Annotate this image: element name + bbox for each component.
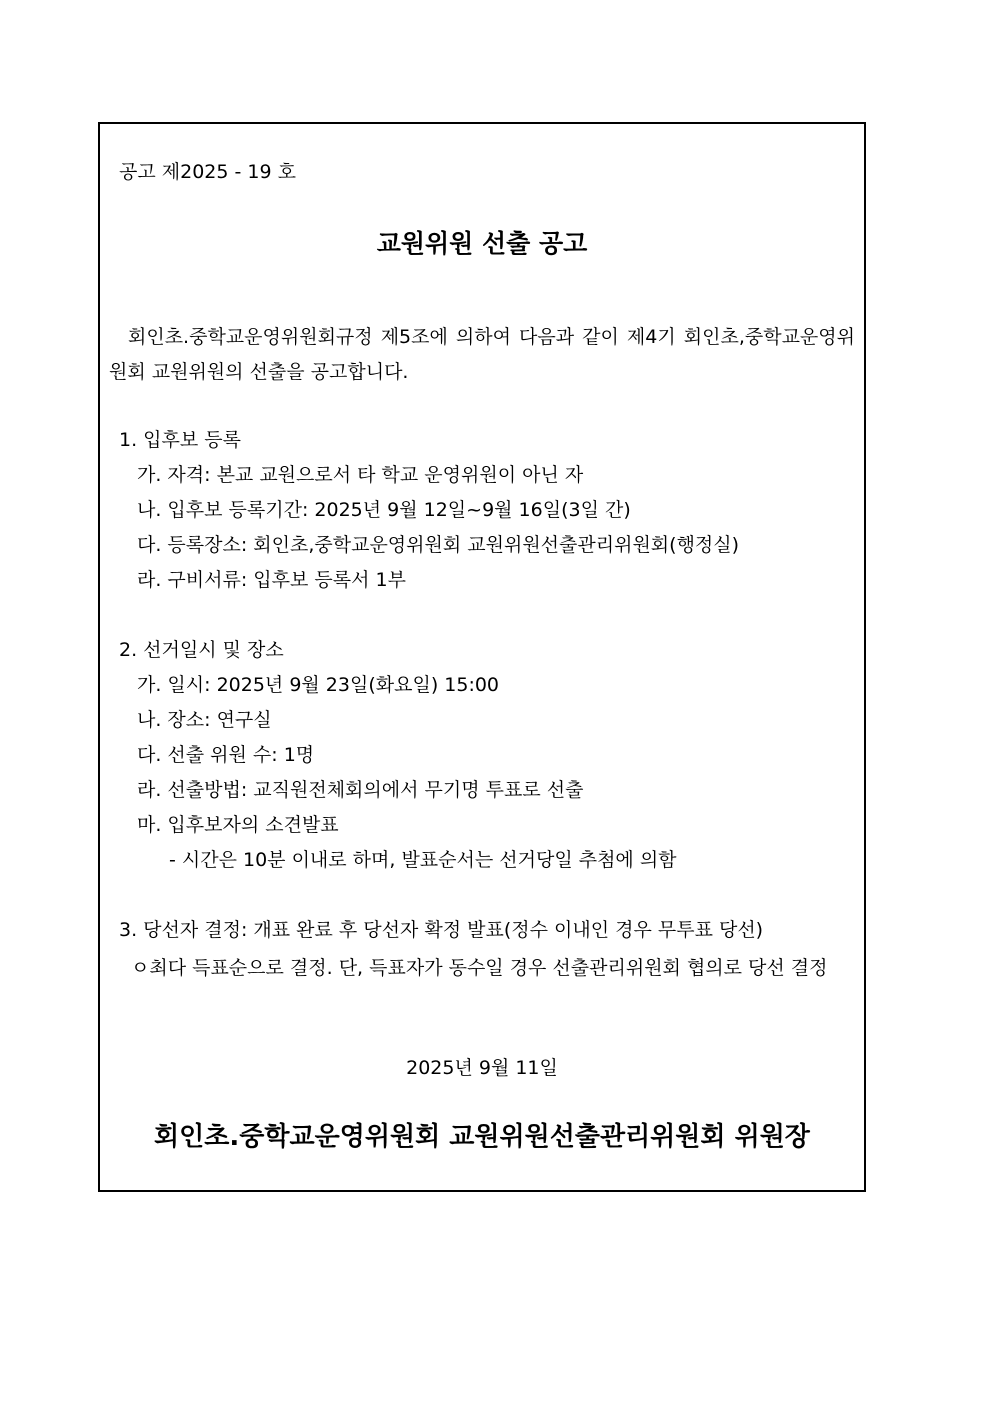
section-heading-election: 2. 선거일시 및 장소 [119, 639, 284, 661]
decision-note: ㅇ최다 득표순으로 결정. 단, 득표자가 동수일 경우 선출관리위원회 협의로 당선 결정 [131, 957, 828, 979]
issuer-signature: 회인초.중학교운영위원회 교원위원선출관리위원회 위원장 [154, 1122, 810, 1152]
list-item: 라. 구비서류: 입후보 등록서 1부 [137, 569, 406, 591]
notice-number: 공고 제2025 - 19 호 [119, 161, 296, 183]
list-item: 마. 입후보자의 소견발표 [137, 814, 339, 836]
section-heading-registration: 1. 입후보 등록 [119, 429, 241, 451]
list-item: 나. 입후보 등록기간: 2025년 9월 12일~9월 16일(3일 간) [137, 499, 631, 521]
list-item: 가. 자격: 본교 교원으로서 타 학교 운영위원이 아닌 자 [137, 464, 584, 486]
intro-paragraph: 회인초.중학교운영위원회규정 제5조에 의하여 다음과 같이 제4기 회인초,중학교운영위원회 교원위원의 선출을 공고합니다. [109, 326, 855, 383]
notice-box [98, 122, 866, 1192]
list-item: 나. 장소: 연구실 [137, 709, 272, 731]
section-heading-decision: 3. 당선자 결정: 개표 완료 후 당선자 확정 발표(정수 이내인 경우 무투표 당선) [119, 919, 764, 941]
list-item: 다. 선출 위원 수: 1명 [137, 744, 315, 766]
list-item: 다. 등록장소: 회인초,중학교운영위원회 교원위원선출관리위원회(행정실) [137, 534, 740, 556]
list-item: 가. 일시: 2025년 9월 23일(화요일) 15:00 [137, 674, 500, 696]
notice-date: 2025년 9월 11일 [406, 1057, 558, 1079]
list-item: 라. 선출방법: 교직원전체회의에서 무기명 투표로 선출 [137, 779, 584, 801]
list-subitem: - 시간은 10분 이내로 하며, 발표순서는 선거당일 추첨에 의함 [169, 849, 677, 871]
page-title: 교원위원 선출 공고 [376, 229, 588, 258]
